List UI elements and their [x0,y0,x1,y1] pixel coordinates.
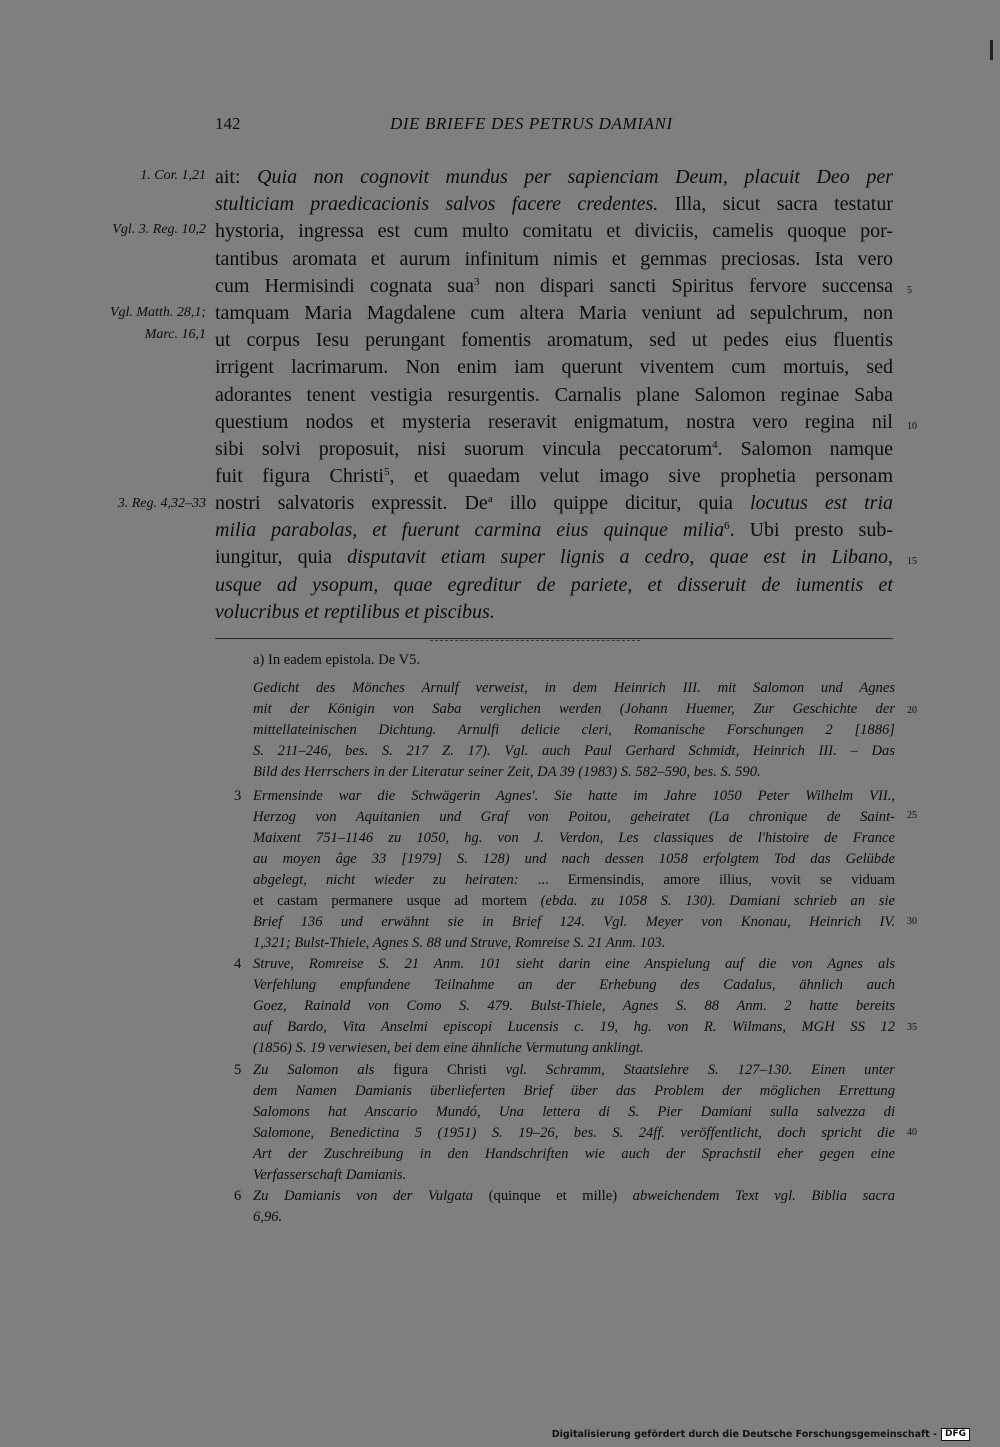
footnote-line: Zu Salomon als figura Christi vgl. Schramm, Staatslehre S. 127–130. Einen unter [253,1062,895,1078]
footnote-line: dem Namen Damianis überlieferten Brief über das Problem der möglichen Errettung [253,1083,895,1099]
main-text-line: adorantes tenent vestigia resurgentis. Carnalis plane Salomon reginae Saba [215,384,893,406]
footnote-line: S. 211–246, bes. S. 217 Z. 17). Vgl. auch Paul Gerhard Schmidt, Heinrich III. – Das [253,743,895,759]
margin-ref: 3. Reg. 4,32–33 [117,496,206,511]
footnote-separator [215,638,893,639]
line-number: 35 [907,1022,917,1033]
running-title: DIE BRIEFE DES PETRUS DAMIANI [390,114,673,133]
footnote-line: Maixent 751–1146 zu 1050, hg. von J. Verdon, Les classiques de l'histoire de France [253,830,895,846]
margin-ref: 1. Cor. 1,21 [140,168,206,183]
footnote-line: Art der Zuschreibung in den Handschriften wie auch der Sprachstil eher gegen eine [253,1146,895,1162]
line-number: 15 [907,556,917,567]
main-text-line: stulticiam praedicacionis salvos facere credentes. Illa, sicut sacra testatur [215,193,893,215]
credit-text: Digitalisierung gefördert durch die Deutsche Forschungsgemeinschaft - [551,1429,937,1440]
footnote-line: 1,321; Bulst-Thiele, Agnes S. 88 und Struve, Romreise S. 21 Anm. 103. [253,935,666,951]
scan-edge-mark [990,40,993,60]
main-text-line: iungitur, quia disputavit etiam super lignis a cedro, quae est in Libano, [215,546,893,568]
footnote-line: Verfasserschaft Damianis. [253,1167,407,1183]
footnote-separator-dashes [430,640,640,641]
line-number: 10 [907,421,917,432]
footnote-line: auf Bardo, Vita Anselmi episcopi Lucensis c. 19, hg. von R. Wilmans, MGH SS 12 [253,1019,895,1035]
line-number: 5 [907,285,912,296]
margin-ref: Vgl. Matth. 28,1; [109,305,206,320]
footnote-line: Goez, Rainald von Como S. 479. Bulst-Thiele, Agnes S. 88 Anm. 2 hatte bereits [253,998,895,1014]
footnote-line: Zu Damianis von der Vulgata (quinque et mille) abweichendem Text vgl. Biblia sacra [253,1188,896,1204]
main-text-line: ait: Quia non cognovit mundus per sapienciam Deum, placuit Deo per [215,166,893,188]
footnote-line: (1856) S. 19 verwiesen, bei dem eine ähnliche Vermutung anklingt. [253,1040,644,1056]
footnote-number: 5 [234,1062,242,1078]
line-number: 25 [907,810,917,821]
main-text-line: questium nodos et mysteria reseravit enigmatum, nostra vero regina nil [215,411,893,433]
footnote-number: 4 [234,956,242,972]
footnote-line: au moyen âge 33 [1979] S. 128) und nach dessen 1058 erfolgtem Tod das Gelübde [253,851,895,867]
line-number: 30 [907,916,917,927]
margin-ref: Marc. 16,1 [144,327,206,342]
footnote-line: a) In eadem epistola. De V5. [253,652,421,668]
main-text-line: fuit figura Christi$^5$, et quaedam velut imago sive prophetia personam [215,465,893,487]
footnote-line: mittellateinischen Dichtung. Arnulfi delicie cleri, Romanische Forschungen 2 [1886] [253,722,895,738]
footnote-line: 6,96. [253,1209,283,1225]
main-text-line: ut corpus Iesu perungant fomentis aromatum, sed ut pedes eius fluentis [215,329,893,351]
main-text-line: tantibus aromata et aurum infinitum nimis et gemmas preciosas. Ista vero [215,248,893,270]
footnote-line: Struve, Romreise S. 21 Anm. 101 sieht darin eine Anspielung auf die von Agnes als [253,956,895,972]
digitization-credit [552,1428,970,1441]
footnote-line: Herzog von Aquitanien und Graf von Poitou, geheiratet (La chronique de Saint- [253,809,895,825]
footnote-line: Ermensinde war die Schwägerin Agnes'. Sie hatte im Jahre 1050 Peter Wilhelm VII., [253,788,895,804]
footnote-line: Verfehlung empfundene Teilnahme an der Erhebung des Cadalus, ähnlich auch [253,977,895,993]
main-text-line: usque ad ysopum, quae egreditur de pariete, et disseruit de iumentis et [215,574,893,596]
main-text-line: milia parabolas, et fuerunt carmina eius quinque milia$^6$. Ubi presto sub- [215,519,893,541]
main-text-line: tamquam Maria Magdalene cum altera Maria veniunt ad sepulchrum, non [215,302,893,324]
footnote-line: Brief 136 und erwähnt sie in Brief 124. Vgl. Meyer von Knonau, Heinrich IV. [253,914,895,930]
main-text-line: volucribus et reptilibus et piscibus. [215,601,495,623]
main-text-line: sibi solvi proposuit, nisi suorum vincula peccatorum$^4$. Salomon namque [215,438,893,460]
footnote-line: Salomons hat Anscario Mundó, Una lettera di S. Pier Damiani sulla salvezza di [253,1104,895,1120]
footnote-line: et castam permanere usque ad mortem (ebda. zu 1058 S. 130). Damiani schrieb an sie [253,893,895,909]
page-number: 142 [215,114,241,133]
margin-ref: Vgl. 3. Reg. 10,2 [112,222,206,237]
footnote-line: Gedicht des Mönches Arnulf verweist, in dem Heinrich III. mit Salomon und Agnes [253,680,895,696]
footnote-number: 3 [234,788,242,804]
main-text-line: cum Hermisindi cognata sua$^3$ non dispari sancti Spiritus fervore succensa [215,275,893,297]
main-text-line: nostri salvatoris expressit. De$^a$ illo quippe dicitur, quia locutus est tria [215,492,893,514]
footnote-line: Bild des Herrschers in der Literatur seiner Zeit, DA 39 (1983) S. 582–590, bes. S. 590. [253,764,761,780]
dfg-logo-icon: DFG [941,1428,970,1441]
footnote-number: 6 [234,1188,242,1204]
footnote-line: Salomone, Benedictina 5 (1951) S. 19–26, bes. S. 24ff. veröffentlicht, doch spricht die [253,1125,895,1141]
main-text-line: irrigent lacrimarum. Non enim iam querunt viventem cum mortuis, sed [215,356,893,378]
footnote-line: abgelegt, nicht wieder zu heiraten: ... Ermensindis, amore illius, vovit se viduam [253,872,895,888]
line-number: 20 [907,705,917,716]
main-text-line: hystoria, ingressa est cum multo comitatu et diviciis, camelis quoque por- [215,220,893,242]
line-number: 40 [907,1127,917,1138]
footnote-line: mit der Königin von Saba verglichen werden (Johann Huemer, Zur Geschichte der [253,701,895,717]
